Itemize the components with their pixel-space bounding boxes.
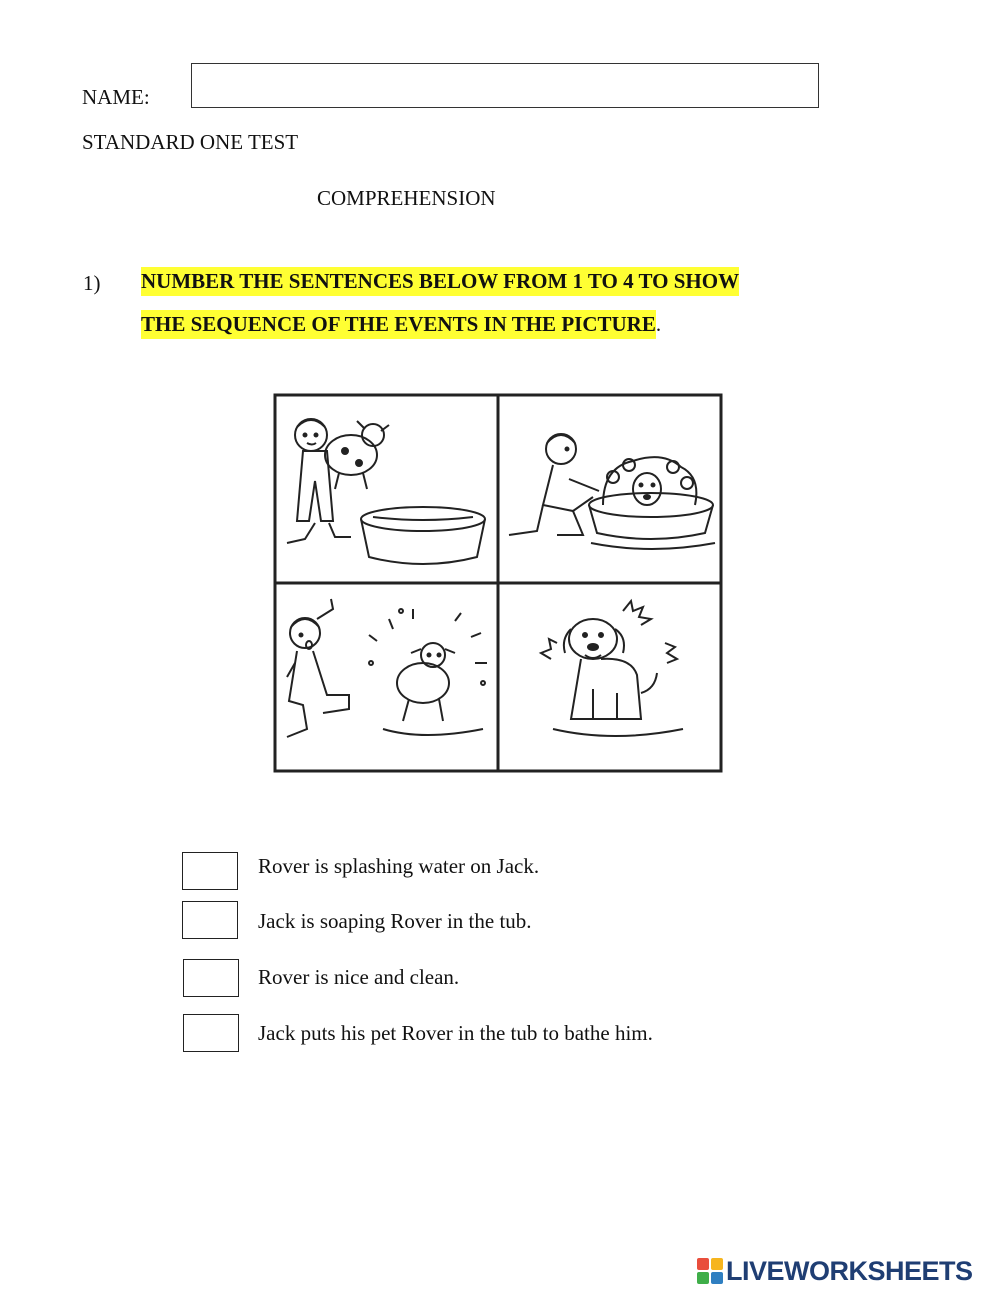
question-instruction-line1 <box>141 271 739 292</box>
liveworksheets-logo <box>697 1256 973 1286</box>
sentence-1: Rover is splashing water on Jack. <box>258 854 540 878</box>
section-title: COMPREHENSION <box>317 186 496 210</box>
question-number: 1) <box>83 271 101 295</box>
logo-text: LIVEWORKSHEETS <box>726 1255 973 1286</box>
answer-box-1[interactable] <box>182 852 238 890</box>
question-instruction-text-1: NUMBER THE SENTENCES BELOW FROM 1 TO 4 TO SHOW <box>141 267 739 296</box>
question-instruction-text-2: THE SEQUENCE OF THE EVENTS IN THE PICTURE <box>141 310 656 339</box>
question-instruction-line2 <box>141 314 661 335</box>
sentence-2: Jack is soaping Rover in the tub. <box>258 909 532 933</box>
logo-blocks-icon <box>697 1258 723 1284</box>
name-input[interactable] <box>191 63 819 108</box>
question-period: . <box>655 312 662 336</box>
name-label: NAME: <box>82 85 150 109</box>
sequence-picture <box>273 393 723 773</box>
sentence-4: Jack puts his pet Rover in the tub to bathe him. <box>258 1021 653 1045</box>
answer-box-4[interactable] <box>183 1014 239 1052</box>
answer-box-2[interactable] <box>182 901 238 939</box>
test-title: STANDARD ONE TEST <box>82 130 299 154</box>
answer-box-3[interactable] <box>183 959 239 997</box>
sentence-3: Rover is nice and clean. <box>258 965 460 989</box>
